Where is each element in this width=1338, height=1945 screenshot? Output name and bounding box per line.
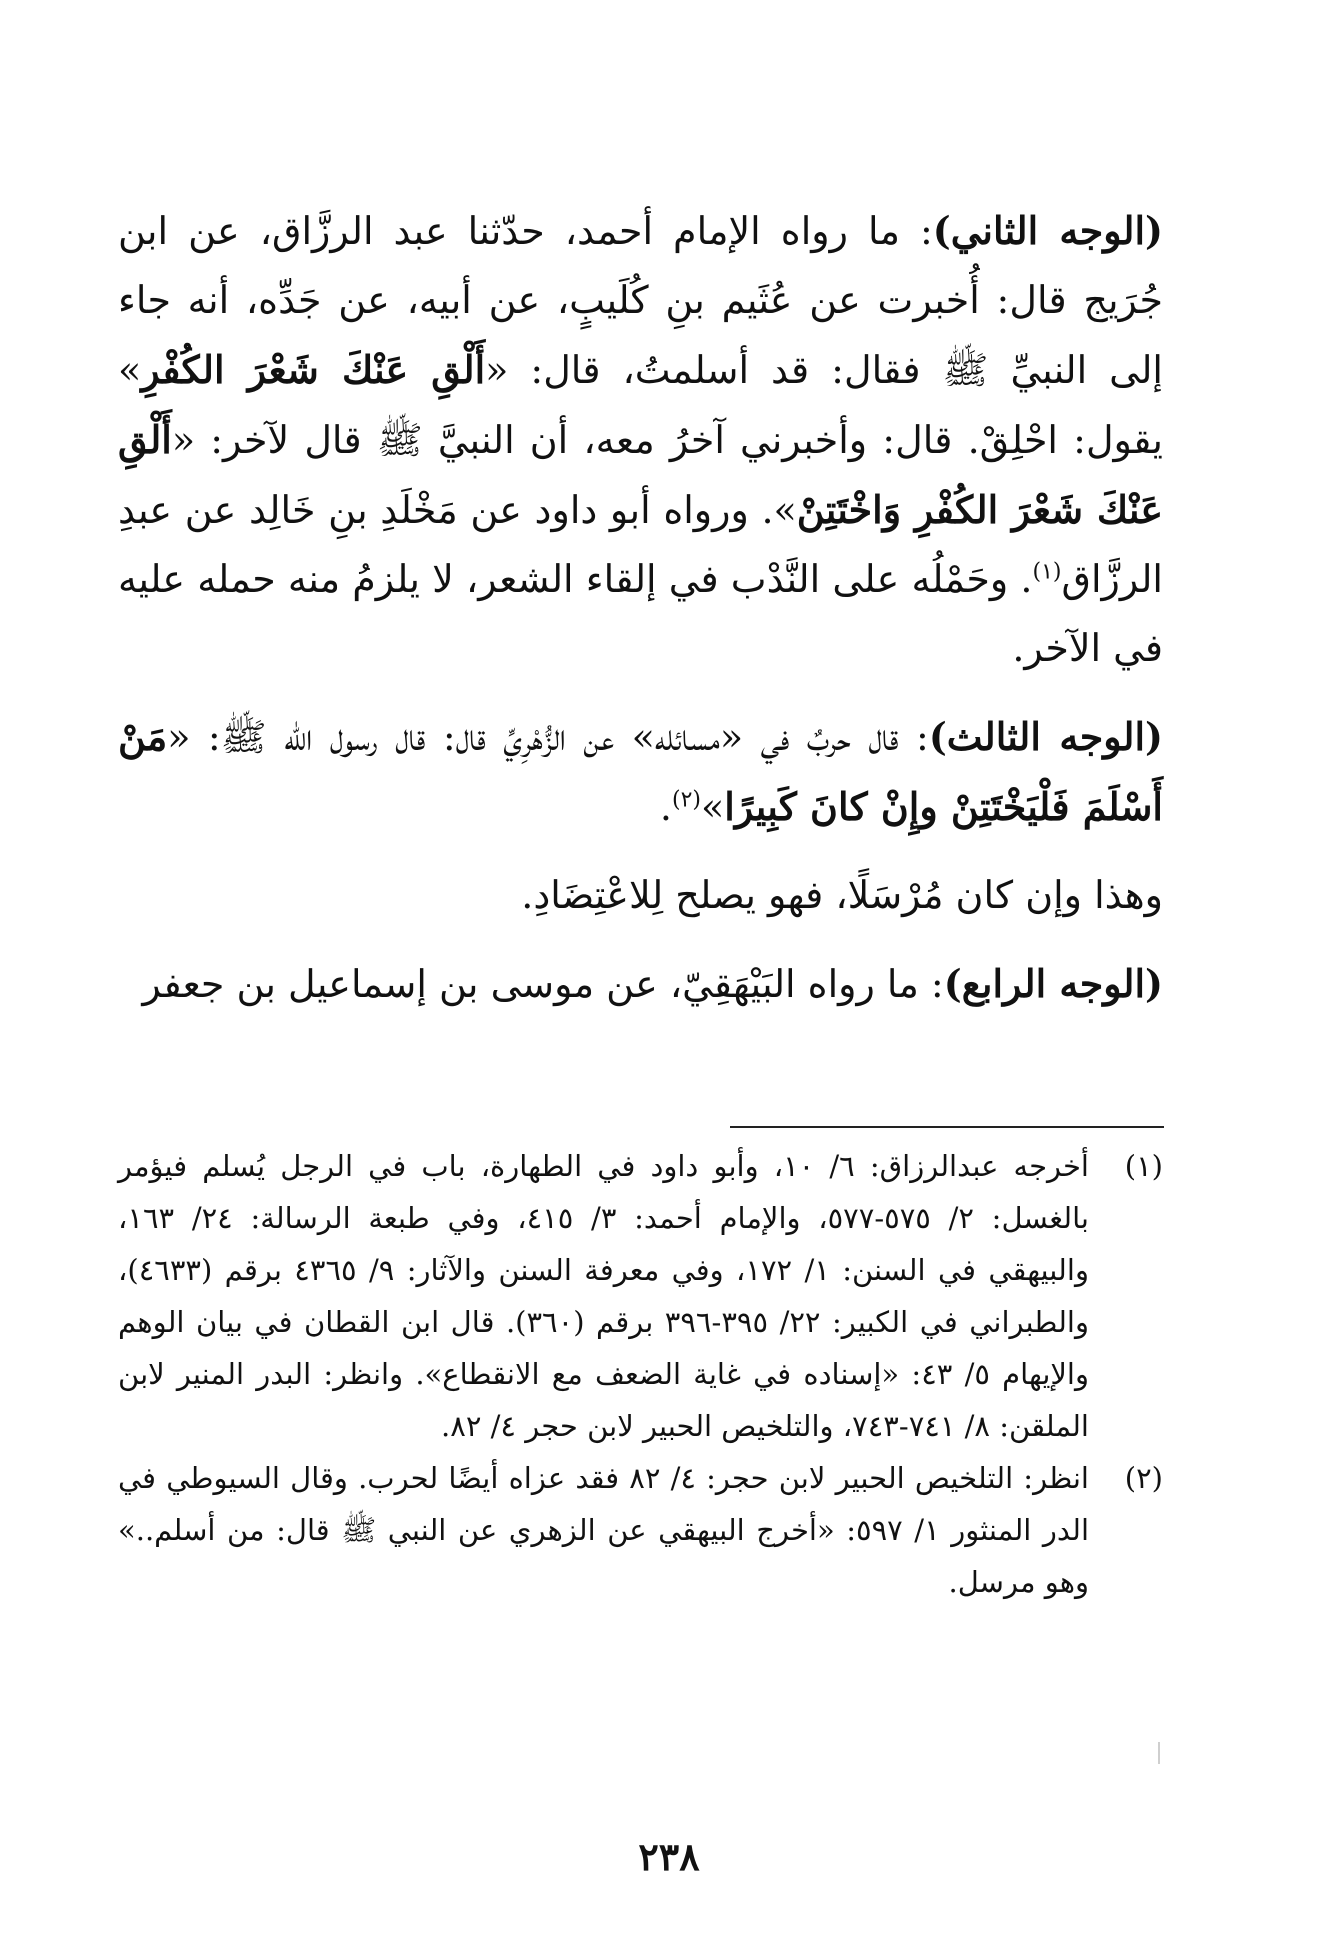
footnote [118,1140,1163,1452]
footnote-text: انظر: التلخيص الحبير لابن حجر: ٤/ ٨٢ فقد عزاه أيضًا لحرب. وقال السيوطي في الدر المنثور ١/ ٥٩٧: «أخرج البيهقي عن الزهري عن النبي ﷺ قال: من أسلم..» وهو مرسل. [118,1461,1089,1599]
footnote-number: (٢) [1124,1461,1163,1495]
paragraph-text: ». ورواه أبو داود عن مَخْلَدِ بنِ خَالِد عن عبدِ الرزَّاق [118,488,1163,601]
section-heading: (الوجه الثالث) [928,714,1164,759]
scan-mark [1158,1742,1160,1764]
footnote-reference: (١) [1032,559,1062,585]
hadith-quote: أَلْقِ عَنْكَ شَعْرَ الكُفْرِ وَاخْتَتِنْ [118,417,1163,532]
paragraph-mursal-note [118,861,1163,930]
paragraph-text: : قال حربٌ في «مسائله» عن الزُّهْرِيِّ قال: قال رسول الله ﷺ: « [167,715,929,759]
paragraph-text: » [701,785,725,829]
paragraph-text: وهذا وإن كان مُرْسَلًا، فهو يصلح لِلاعْتِضَادِ. [521,873,1163,917]
footnote-reference: (٢) [672,787,702,813]
hadith-quote: مَنْ أَسْلَمَ فَلْيَخْتَتِنْ وإِنْ كانَ كَبِيرًا [118,714,1163,829]
paragraph-third-aspect [118,702,1163,842]
hadith-quote: أَلْقِ عَنْكَ شَعْرَ الكُفْرِ [141,347,486,392]
footnote-number: (١) [1124,1149,1163,1183]
footnote-text: أخرجه عبدالرزاق: ٦/ ١٠، وأبو داود في الطهارة، باب في الرجل يُسلم فيؤمر بالغسل: ٢/ ٥٧٥-٥٧٧، والإمام أحمد: ٣/ ٤١٥، وفي طبعة الرسالة: ٢٤/ ١٦٣، والبيهقي في السنن: ١/ ١٧٢، وفي معرفة السنن والآثار: ٩/ ٤٣٦٥ برقم (٤٦٣٣)، والطبراني في الكبير: ٢٢/ ٣٩٥-٣٩٦ برقم (٣٦٠). قال ابن القطان في بيان الوهم والإيهام ٥/ ٤٣: «إسناده في غاية الضعف مع الانقطاع». وانظر: البدر المنير لابن الملقن: ٨/ ٧٤١-٧٤٣، والتلخيص الحبير لابن حجر ٤/ ٨٢. [118,1149,1090,1443]
section-heading: (الوجه الثاني) [932,208,1163,253]
page-number: ٢٣٨ [638,1834,700,1879]
footnotes [118,1140,1163,1608]
section-heading: (الوجه الرابع) [943,961,1163,1006]
paragraph-second-aspect [118,196,1163,683]
paragraph-text: » يقول: احْلِقْ. قال: وأخبرني آخرُ معه، أن النبيَّ ﷺ قال لآخر: « [118,348,1163,462]
paragraph-text: . [659,785,672,829]
footnote-divider [730,1126,1164,1128]
paragraph-fourth-aspect [118,949,1163,1019]
footnote [118,1452,1163,1608]
paragraph-text: . وحَمْلُه على النَّدْب في إلقاء الشعر، لا يلزمُ منه حمله عليه في الآخر. [118,557,1163,670]
paragraph-text: : ما رواه البَيْهَقِيّ، عن موسى بن إسماعيل بن جعفر [142,962,944,1006]
paragraph-text: : ما رواه الإمام أحمد، حدّثنا عبد الرزَّاق، عن ابن جُرَيج قال: أُخبرت عن عُثَيم بنِ كُلَيبٍ، عن أبيه، عن جَدِّه، أنه جاء إلى النبيِّ ﷺ فقال: قد أسلمتُ، قال: « [118,209,1163,392]
main-text [118,196,1163,1019]
